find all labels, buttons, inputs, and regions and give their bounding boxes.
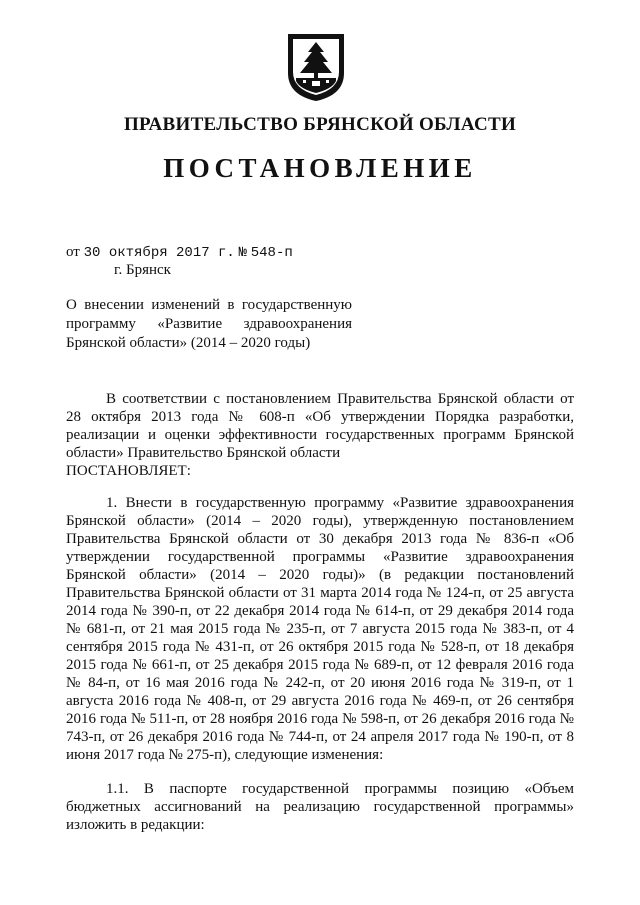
decree-word: ПОСТАНОВЛЯЕТ: xyxy=(66,463,191,479)
document-date: 30 октября 2017 г. xyxy=(83,245,235,261)
document-date-number xyxy=(66,244,293,261)
intro-text: В соответствии с постановлением Правительства Брянской области от 28 октября 2013 года № 608-п «Об утверждении Порядка разработки, реализации и оценки эффективности государственных программ Брянской области» Правительство Брянской области xyxy=(66,391,574,461)
subject-line: Брянской области» (2014 – 2020 годы) xyxy=(66,335,311,351)
item-1-paragraph xyxy=(66,494,574,764)
number-prefix: № xyxy=(238,245,247,261)
document-type-title: ПОСТАНОВЛЕНИЕ xyxy=(163,153,477,183)
document-city: г. Брянск xyxy=(114,262,171,278)
bryansk-coat-of-arms-icon xyxy=(285,31,347,103)
subject-line: О внесении изменений в государственную xyxy=(66,297,352,313)
date-prefix: от xyxy=(66,244,80,260)
item-1-text: 1. Внести в государственную программу «Развитие здравоохранения Брянской области» (2014 – 2020 годы), утвержденную постановлением Правительства Брянской области от 30 декабря 2013 года № 836-п «Об утверждении государственной программы «Развитие здравоохранения Брянской области» (2014 – 2020 годы)» (в редакции постановлений Правительства Брянской области от 31 марта 2014 года № 124-п, от 25 августа 2014 года № 390-п, от 22 декабря 2014 года № 614-п, от 29 декабря 2014 года № 681-п, от 21 мая 2015 года № 235-п, от 7 августа 2015 года № 383-п, от 4 сентября 2015 года № 431-п, от 26 октября 2015 года № 528-п, от 18 декабря 2015 года № 661-п, от 25 декабря 2015 года № 689-п, от 12 февраля 2016 года № 84-п, от 16 мая 2016 года № 242-п, от 20 июня 2016 года № 319-п, от 1 августа 2016 года № 408-п, от 29 августа 2016 года № 469-п, от 26 сентября 2016 года № 511-п, от 28 ноября 2016 года № 598-п, от 26 декабря 2016 года № 743-п, от 26 декабря 2016 года № 744-п, от 24 апреля 2017 года № 190-п, от 8 июня 2017 года № 275-п), следующие изменения: xyxy=(66,495,574,763)
document-subject xyxy=(66,296,352,353)
intro-paragraph xyxy=(66,390,574,462)
subject-line: программу «Развитие здравоохранения xyxy=(66,316,352,332)
government-name: ПРАВИТЕЛЬСТВО БРЯНСКОЙ ОБЛАСТИ xyxy=(123,114,517,135)
item-1-1-paragraph xyxy=(66,780,574,834)
item-1-1-text: 1.1. В паспорте государственной программы позицию «Объем бюджетных ассигнований на реализацию государственной программы» изложить в редакции: xyxy=(66,781,574,833)
document-number: 548-п xyxy=(250,245,293,261)
